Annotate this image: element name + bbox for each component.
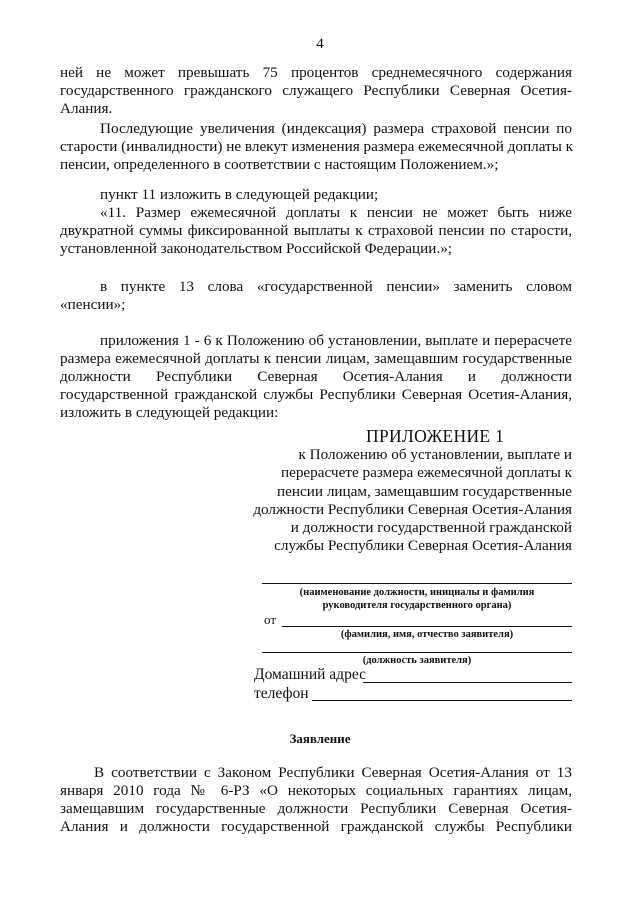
text-line: старости (инвалидности) не влекут изменения размера ежемесячной доплаты к	[60, 138, 574, 155]
phone-line	[312, 700, 572, 701]
text-line: Алания.	[60, 100, 113, 117]
page-number: 4	[316, 36, 324, 52]
text-line: государственного гражданского служащего Республики Северная Осетия-	[60, 82, 572, 99]
caption-head-2: руководителя государственного органа)	[322, 600, 512, 611]
text-line: В соответствии с Законом Республики Северная Осетия-Алания от 13	[94, 764, 572, 781]
text-line: января 2010 года № 6-РЗ «О некоторых социальных гарантиях лицам,	[60, 782, 572, 799]
text-line: в пункте 13 слова «государственной пенсии» заменить словом	[100, 278, 572, 295]
head-name-line	[262, 583, 572, 584]
text-line: «пенсии»;	[60, 296, 126, 313]
text-line: должности Республики Северная Осетия-Алания	[253, 500, 572, 518]
applicant-position-line	[262, 652, 572, 653]
caption-position: (должность заявителя)	[362, 655, 472, 666]
applicant-name-line	[282, 626, 572, 627]
text-line: государственной гражданской службы Республики Северная Осетия-Алания,	[60, 386, 572, 403]
statement-heading: Заявление	[289, 731, 351, 746]
text-line: должности Республики Северная Осетия-Алания и должности	[60, 368, 572, 385]
appendix-subtitle	[252, 446, 572, 556]
text-line: замещавшим государственные должности Республики Северная Осетия-	[60, 800, 572, 817]
caption-fio: (фамилия, имя, отчество заявителя)	[340, 629, 514, 640]
appendix-title: ПРИЛОЖЕНИЕ 1	[366, 426, 505, 446]
text-line: изложить в следующей редакции:	[60, 404, 279, 421]
caption-head: (наименование должности, инициалы и фамилия	[299, 587, 535, 598]
paragraph-1	[60, 64, 572, 118]
address-label: Домашний адрес	[254, 666, 366, 683]
text-line: размера ежемесячной доплаты к пенсии лицам, замещавшим государственные	[60, 350, 572, 367]
paragraph-5	[60, 332, 572, 422]
text-line: перерасчете размера ежемесячной доплаты к	[280, 464, 572, 482]
text-line: установленной законодательством Российской Федерации.»;	[60, 240, 453, 257]
paragraph-3	[60, 186, 572, 258]
text-line: «11. Размер ежемесячной доплаты к пенсии не может быть ниже	[100, 204, 572, 221]
text-line: пенсии лицам, замещавшим государственные	[277, 482, 572, 500]
text-line: ней не может превышать 75 процентов среднемесячного содержания	[60, 64, 572, 81]
text-line: пенсии, определенного в соответствии с настоящим Положением.»;	[60, 156, 499, 173]
paragraph-6	[60, 764, 572, 836]
address-line	[363, 682, 572, 683]
paragraph-2	[60, 120, 572, 174]
text-line: двукратной суммы фиксированной выплаты к страховой пенсии по старости,	[60, 222, 572, 239]
text-line: и должности государственной гражданской	[290, 519, 572, 537]
phone-label: телефон	[254, 685, 309, 702]
text-line: пункт 11 изложить в следующей редакции;	[100, 186, 379, 203]
text-line: приложения 1 - 6 к Положению об установлении, выплате и перерасчете	[100, 332, 572, 349]
from-label: от	[264, 612, 277, 627]
text-line: Алания и должности государственной гражданской службы Республики	[60, 818, 572, 835]
paragraph-4	[60, 278, 572, 314]
text-line: службы Республики Северная Осетия-Алания	[274, 537, 572, 555]
text-line: к Положению об установлении, выплате и	[298, 446, 572, 463]
text-line: Последующие увеличения (индексация) размера страховой пенсии по	[100, 120, 572, 137]
